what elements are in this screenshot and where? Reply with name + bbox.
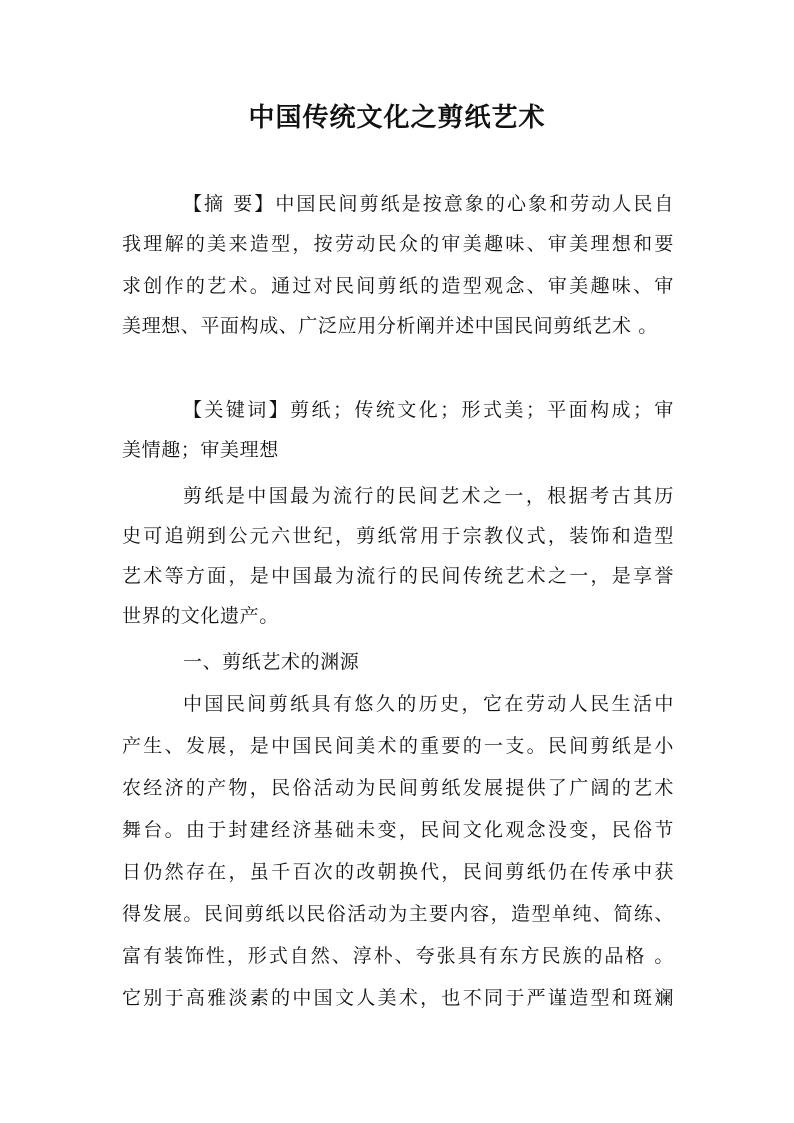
- section1-line: 得发展。民间剪纸以民俗活动为主要内容，造型单纯、简练、: [122, 903, 674, 925]
- section1-line: 农经济的产物，民俗活动为民间剪纸发展提供了广阔的艺术: [122, 777, 674, 799]
- section1-line: 中国民间剪纸具有悠久的历史，它在劳动人民生活中: [183, 693, 674, 715]
- section1-line: 富有装饰性，形式自然、淳朴、夸张具有东方民族的品格 。: [122, 945, 674, 967]
- intro-line: 世界的文化遗产。: [122, 605, 279, 627]
- abstract-line: 我理解的美来造型，按劳动民众的审美趣味、审美理想和要: [122, 233, 674, 255]
- abstract-line: 【摘 要】中国民间剪纸是按意象的心象和劳动人民自: [183, 193, 674, 215]
- section-heading: 一、剪纸艺术的渊源: [183, 651, 360, 673]
- intro-line: 艺术等方面，是中国最为流行的民间传统艺术之一，是享誉: [122, 565, 674, 587]
- section1-line: 日仍然存在，虽千百次的改朝换代，民间剪纸仍在传承中获: [122, 861, 674, 883]
- section1-line: 它别于高雅淡素的中国文人美术，也不同于严谨造型和斑斓: [122, 987, 674, 1009]
- intro-line: 剪纸是中国最为流行的民间艺术之一，根据考古其历: [183, 485, 674, 507]
- section1-line: 产生、发展，是中国民间美术的重要的一支。民间剪纸是小: [122, 735, 674, 757]
- intro-line: 史可追朔到公元六世纪，剪纸常用于宗教仪式，装饰和造型: [122, 525, 674, 547]
- abstract-line: 求创作的艺术。通过对民间剪纸的造型观念、审美趣味、审: [122, 275, 674, 297]
- document-title: 中国传统文化之剪纸艺术: [248, 103, 546, 133]
- keywords-line: 【关键词】剪纸；传统文化；形式美；平面构成；审: [183, 399, 674, 421]
- section1-line: 舞台。由于封建经济基础未变，民间文化观念没变，民俗节: [122, 819, 674, 841]
- abstract-line: 美理想、平面构成、广泛应用分析阐并述中国民间剪纸艺术 。: [122, 315, 658, 337]
- keywords-line: 美情趣；审美理想: [122, 439, 279, 461]
